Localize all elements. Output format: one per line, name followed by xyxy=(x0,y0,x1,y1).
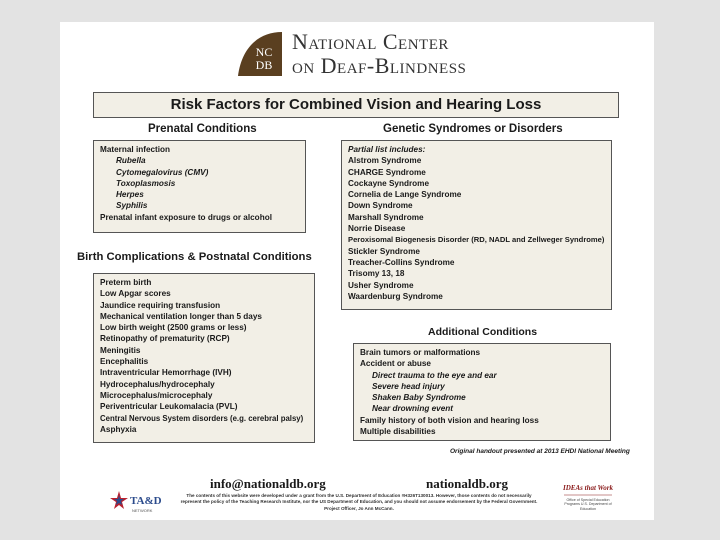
genetic-item: Alstrom Syndrome xyxy=(348,156,422,166)
birth-item: Low birth weight (2500 grams or less) xyxy=(100,323,247,333)
birth-item: Encephalitis xyxy=(100,357,149,367)
birth-item: Mechanical ventilation longer than 5 days xyxy=(100,311,262,321)
birth-item: Asphyxia xyxy=(100,424,137,434)
additional-item: Accident or abuse xyxy=(360,359,431,369)
prenatal-item: Toxoplasmosis xyxy=(116,178,176,188)
genetic-intro: Partial list includes: xyxy=(348,145,426,154)
additional-item: Brain tumors or malformations xyxy=(360,348,481,357)
tad-logo-text: TA&D xyxy=(130,495,162,507)
idea-logo-text: IDEAs that Work xyxy=(563,484,613,492)
prenatal-item: Herpes xyxy=(116,190,144,200)
birth-item: Intraventricular Hemorrhage (IVH) xyxy=(100,368,232,378)
prenatal-item: Syphilis xyxy=(116,201,148,211)
birth-item: Retinopathy of prematurity (RCP) xyxy=(100,334,230,344)
idea-logo-sub: Office of Special Education Programs U.S. Department of Education xyxy=(564,498,612,511)
birth-heading: Birth Complications & Postnatal Conditions xyxy=(77,251,312,263)
birth-item: Periventricular Leukomalacia (PVL) xyxy=(100,402,238,412)
genetic-heading: Genetic Syndromes or Disorders xyxy=(383,123,563,135)
birth-item: Low Apgar scores xyxy=(100,289,171,299)
logo-initials-top: NC xyxy=(255,45,273,59)
genetic-item: Norrie Disease xyxy=(348,224,406,234)
additional-heading: Additional Conditions xyxy=(428,326,538,338)
organization-name xyxy=(292,30,466,78)
additional-item: Family history of both vision and hearing loss xyxy=(360,415,539,425)
prenatal-item: Prenatal infant exposure to drugs or alcohol xyxy=(100,212,272,222)
birth-box xyxy=(93,273,315,443)
genetic-item: Stickler Syndrome xyxy=(348,246,420,256)
prenatal-item: Maternal infection xyxy=(100,145,171,154)
tad-star-icon xyxy=(108,488,178,518)
email-link[interactable]: info@nationaldb.org xyxy=(210,476,326,491)
additional-item: Near drowning event xyxy=(372,404,453,414)
genetic-item: Usher Syndrome xyxy=(348,280,414,290)
additional-item: Shaken Baby Syndrome xyxy=(372,393,466,403)
birth-item: Preterm birth xyxy=(100,278,152,287)
prenatal-box xyxy=(93,140,306,233)
genetic-box xyxy=(341,140,612,310)
genetic-item: Cornelia de Lange Syndrome xyxy=(348,190,462,200)
genetic-item: Cockayne Syndrome xyxy=(348,178,429,188)
tad-logo-sub: NETWORK xyxy=(132,508,153,513)
organization-name-line1: National Center xyxy=(292,29,449,54)
genetic-item: Treacher-Collins Syndrome xyxy=(348,257,455,267)
genetic-item: Down Syndrome xyxy=(348,201,413,211)
birth-item: Meningitis xyxy=(100,345,141,355)
prenatal-heading: Prenatal Conditions xyxy=(148,123,257,135)
handout-page xyxy=(60,22,654,520)
genetic-item: Waardenburg Syndrome xyxy=(348,291,443,301)
birth-item: Central Nervous System disorders (e.g. cerebral palsy) xyxy=(100,413,304,423)
prenatal-item: Cytomegalovirus (CMV) xyxy=(116,167,209,177)
prenatal-item: Rubella xyxy=(116,156,146,166)
additional-box xyxy=(353,343,611,441)
ncdb-logo-mark xyxy=(230,24,282,76)
additional-item: Severe head injury xyxy=(372,381,445,391)
genetic-item: Trisomy 13, 18 xyxy=(348,269,405,279)
additional-item: Multiple disabilities xyxy=(360,427,436,437)
birth-item: Hydrocephalus/hydrocephaly xyxy=(100,379,215,389)
organization-name-line2: on Deaf-Blindness xyxy=(292,53,467,78)
tad-logo xyxy=(108,488,178,523)
additional-item: Direct trauma to the eye and ear xyxy=(372,370,497,380)
page-title: Risk Factors for Combined Vision and Hearing Loss xyxy=(93,92,619,118)
genetic-item: Marshall Syndrome xyxy=(348,212,424,222)
birth-item: Jaundice requiring transfusion xyxy=(100,300,221,310)
genetic-item: CHARGE Syndrome xyxy=(348,167,426,177)
handout-note: Original handout presented at 2013 EHDI National Meeting xyxy=(450,448,630,455)
birth-item: Microcephalus/microcephaly xyxy=(100,390,213,400)
disclaimer-text: The contents of this website were developed under a grant from the U.S. Department of Education #H326T130013. However, those contents do not necessarily represent the policy of the Teaching Research Institute, nor the US Department of Education, and you should not assume endorsement by the Federal Government. Project Officer, Jo Ann McCann. xyxy=(180,493,538,511)
genetic-item: Peroxisomal Biogenesis Disorder (RD, NADL and Zellweger Syndrome) xyxy=(348,235,605,245)
idea-logo xyxy=(558,479,618,519)
website-link[interactable]: nationaldb.org xyxy=(426,476,508,491)
logo-initials-bottom: DB xyxy=(255,58,273,72)
